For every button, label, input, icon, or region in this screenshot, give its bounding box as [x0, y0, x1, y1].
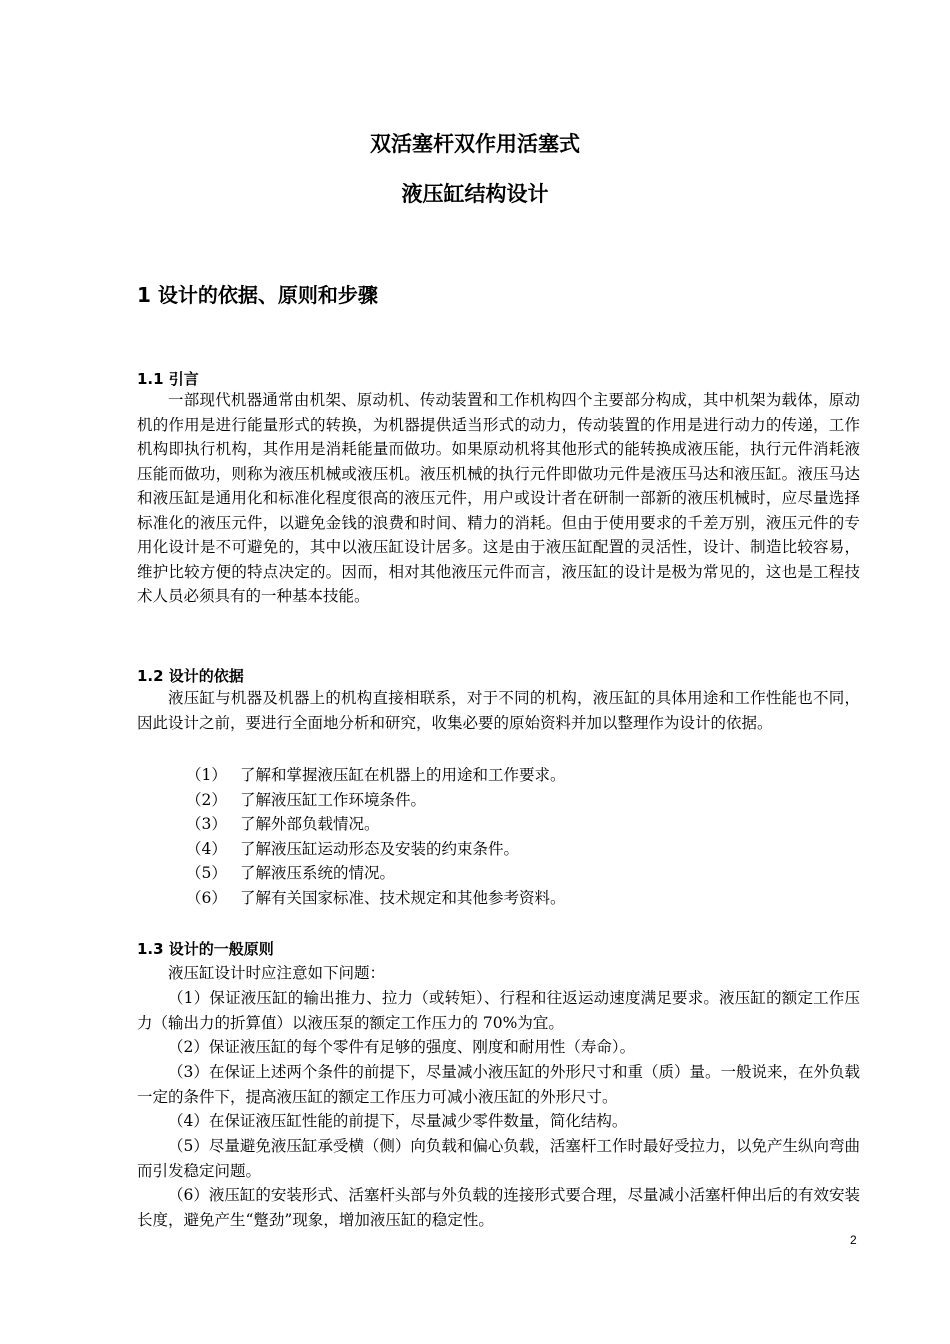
- list-item: [186, 861, 566, 886]
- list-item: [186, 812, 566, 837]
- section-1-2-heading: 1.2 设计的依据: [137, 667, 244, 685]
- list-item-number: （1）: [186, 766, 227, 784]
- section-1-3-intro: 液压缸设计时应注意如下问题：: [168, 964, 386, 982]
- principle-6: （6）液压缸的安装形式、活塞杆头部与外负载的连接形式要合理，尽量减小活塞杆伸出后的有效安装长度，避免产生“蹩劲”现象，增加液压缸的稳定性。: [137, 1186, 860, 1229]
- principle-3: （3）在保证上述两个条件的前提下，尽量减小液压缸的外形尺寸和重（质）量。一般说来，在外负载一定的条件下，提高液压缸的额定工作压力可减小液压缸的外形尺寸。: [137, 1063, 860, 1106]
- section-1-2-body: 液压缸与机器及机器上的机构直接相联系，对于不同的机构，液压缸的具体用途和工作性能也不同，因此设计之前，要进行全面地分析和研究，收集必要的原始资料并加以整理作为设计的依据。: [137, 689, 860, 732]
- list-item-number: （2）: [186, 790, 227, 809]
- list-item-number: （6）: [186, 888, 227, 907]
- list-item-text: 了解有关国家标准、技术规定和其他参考资料。: [240, 888, 566, 907]
- document-title-line-1: 双活塞杆双作用活塞式: [370, 132, 580, 156]
- page-number: 2: [850, 1233, 857, 1247]
- list-item-number: （5）: [186, 864, 227, 882]
- list-item: [186, 886, 566, 911]
- list-item-number: （3）: [186, 815, 227, 833]
- list-item-number: （4）: [186, 839, 227, 858]
- section-1-1-body: 一部现代机器通常由机架、原动机、传动装置和工作机构四个主要部分构成，其中机架为载体，原动机的作用是进行能量形式的转换，为机器提供适当形式的动力，传动装置的作用是进行动力的传递，工作机构即执行机构，其作用是消耗能量而做功。如果原动机将其他形式的能转换成液压能，执行元件消耗液压能而做功，则称为液压机械或液压机。液压机械的执行元件即做功元件是液压马达和液压缸。液压马达和液压缸是通用化和标准化程度很高的液压元件，用户或设计者在研制一部新的液压机械时，应尽量选择标准化的液压元件，以避免金钱的浪费和时间、精力的消耗。但由于使用要求的千差万别，液压元件的专用化设计是不可避免的，其中以液压缸设计居多。这是由于液压缸配置的灵活性，设计、制造比较容易，维护比较方便的特点决定的。因而，相对其他液压元件而言，液压缸的设计是极为常见的，这也是工程技术人员必须具有的一种基本技能。: [137, 391, 860, 605]
- section-1-1-heading: 1.1 引言: [137, 370, 199, 388]
- list-item: [186, 837, 566, 862]
- list-item-text: 了解液压缸工作环境条件。: [240, 790, 427, 809]
- list-item: [186, 763, 566, 788]
- principle-1: （1）保证液压缸的输出推力、拉力（或转矩）、行程和往返运动速度满足要求。液压缸的额定工作压力（输出力的折算值）以液压泵的额定工作压力的 70%为宜。: [137, 989, 860, 1032]
- requirements-list: [186, 763, 566, 910]
- document-title-line-2: 液压缸结构设计: [401, 182, 549, 206]
- section-1-heading: 1 设计的依据、原则和步骤: [137, 283, 378, 307]
- principle-2: （2）保证液压缸的每个零件有足够的强度、刚度和耐用性（寿命）。: [168, 1038, 636, 1056]
- list-item-text: 了解外部负载情况。: [240, 815, 380, 833]
- list-item-text: 了解和掌握液压缸在机器上的用途和工作要求。: [240, 766, 566, 784]
- principle-4: （4）在保证液压缸性能的前提下，尽量减少零件数量，简化结构。: [168, 1112, 628, 1130]
- list-item-text: 了解液压系统的情况。: [240, 864, 396, 882]
- principle-5: （5）尽量避免液压缸承受横（侧）向负载和偏心负载，活塞杆工作时最好受拉力，以免产生纵向弯曲而引发稳定问题。: [137, 1137, 860, 1180]
- section-1-3-heading: 1.3 设计的一般原则: [137, 940, 274, 958]
- list-item-text: 了解液压缸运动形态及安装的约束条件。: [240, 839, 520, 858]
- list-item: [186, 788, 566, 813]
